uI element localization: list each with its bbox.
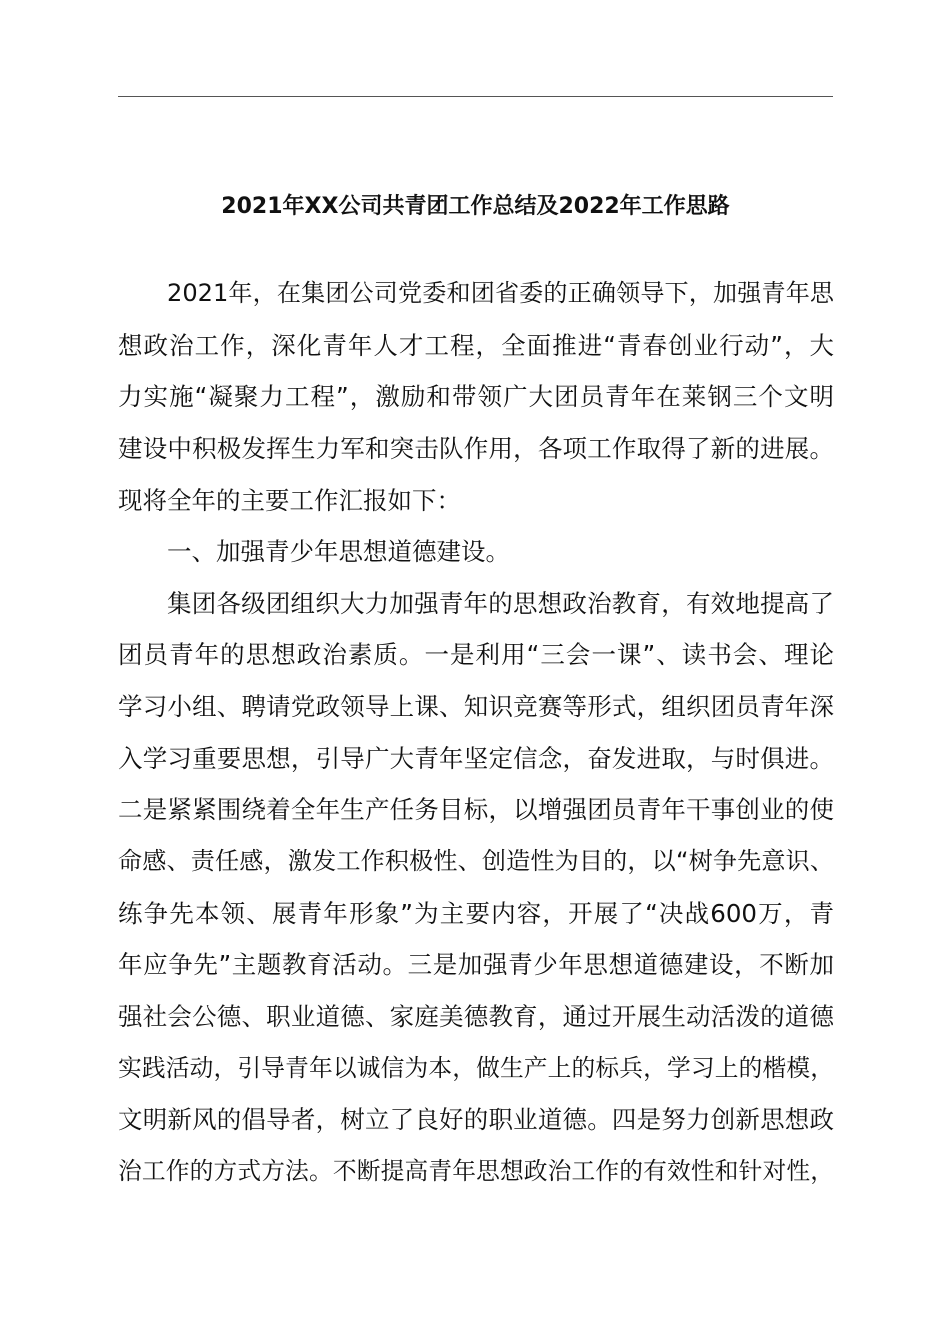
body-text-line: 治工作的方式方法。不断提高青年思想政治工作的有效性和针对性， xyxy=(118,1156,834,1185)
body-text-line: 一、加强青少年思想道德建设。 xyxy=(167,537,510,567)
body-text-line: 建设中积极发挥生力军和突击队作用，各项工作取得了新的进展。 xyxy=(118,433,834,463)
body-text-line: 入学习重要思想，引导广大青年坚定信念，奋发进取，与时俱进。 xyxy=(118,743,834,773)
body-text-line: 练争先本领、展青年形象”为主要内容，开展了“决战600万，青 xyxy=(118,898,834,928)
body-text-line: 命感、责任感，激发工作积极性、创造性为目的，以“树争先意识、 xyxy=(118,847,834,876)
body-text-line: 2021年，在集团公司党委和团省委的正确领导下，加强青年思 xyxy=(167,279,834,307)
body-text-line: 文明新风的倡导者，树立了良好的职业道德。四是努力创新思想政 xyxy=(118,1105,834,1135)
document-body xyxy=(118,268,834,1198)
body-text-line: 想政治工作，深化青年人才工程，全面推进“青春创业行动”，大 xyxy=(118,330,834,360)
body-text-line: 学习小组、聘请党政领导上课、知识竞赛等形式，组织团员青年深 xyxy=(118,692,834,722)
body-text-line: 实践活动，引导青年以诚信为本，做生产上的标兵，学习上的楷模， xyxy=(118,1053,834,1082)
body-text-line: 强社会公德、职业道德、家庭美德教育，通过开展生动活泼的道德 xyxy=(118,1001,834,1031)
body-text-line: 团员青年的思想政治素质。一是利用“三会一课”、读书会、理论 xyxy=(118,640,834,670)
header-rule xyxy=(118,96,833,97)
document-title: 2021年XX公司共青团工作总结及2022年工作思路 xyxy=(221,194,730,219)
body-text-line: 集团各级团组织大力加强青年的思想政治教育，有效地提高了 xyxy=(167,588,834,618)
body-text-line: 力实施“凝聚力工程”，激励和带领广大团员青年在莱钢三个文明 xyxy=(118,382,834,412)
body-text-line: 现将全年的主要工作汇报如下： xyxy=(118,485,461,515)
body-text-line: 二是紧紧围绕着全年生产任务目标，以增强团员青年干事创业的使 xyxy=(118,795,834,825)
body-text-line: 年应争先”主题教育活动。三是加强青少年思想道德建设，不断加 xyxy=(118,950,834,980)
